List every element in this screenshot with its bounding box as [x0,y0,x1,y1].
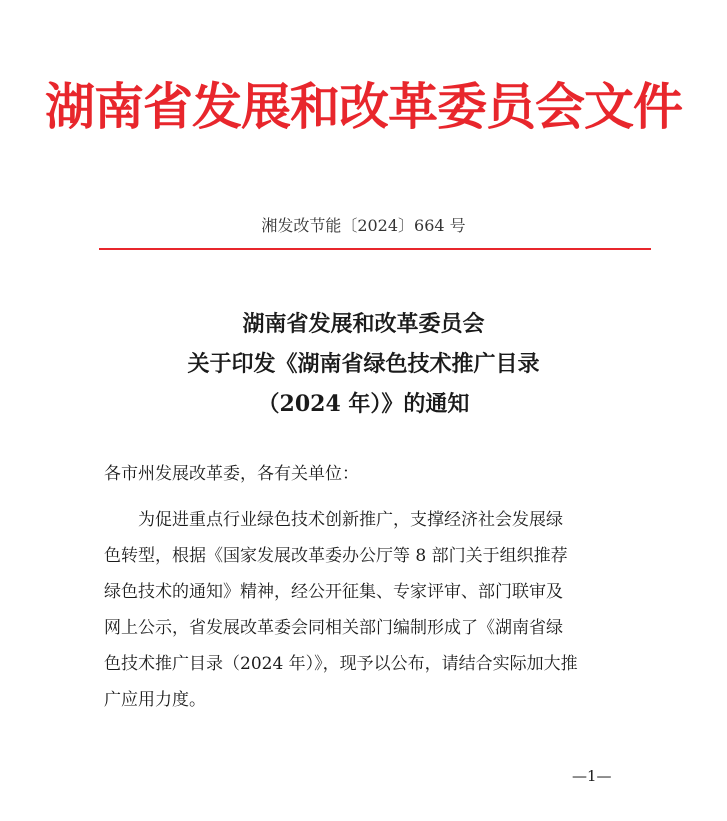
title-line-3: （2024 年）》的通知 [257,391,470,417]
body-line-3: 绿色技术的通知》精神，经公开征集、专家评审、部门联审及 [104,582,563,602]
body-line-6: 广应用力度。 [104,690,206,710]
body-line-1: 为促进重点行业绿色技术创新推广，支撑经济社会发展绿 [138,510,563,530]
document-number: 湘发改节能〔2024〕664 号 [261,216,466,235]
body-line-4: 网上公示，省发展改革委会同相关部门编制形成了《湖南省绿 [104,618,563,638]
notice-title [0,304,727,424]
body-line-5: 色技术推广目录（2024 年）》，现予以公布，请结合实际加大推 [104,654,578,674]
masthead-title: 湖南省发展和改革委员会文件 [45,77,682,136]
title-line-1: 湖南省发展和改革委员会 [242,311,485,337]
red-divider-rule [99,248,651,250]
body-line-2: 色转型，根据《国家发展改革委办公厅等 8 部门关于组织推荐 [104,546,568,566]
title-line-2: 关于印发《湖南省绿色技术推广目录 [187,351,540,377]
body-paragraph [104,502,654,718]
addressee: 各市州发展改革委，各有关单位： [104,464,359,484]
page-number: —1— [572,767,612,785]
